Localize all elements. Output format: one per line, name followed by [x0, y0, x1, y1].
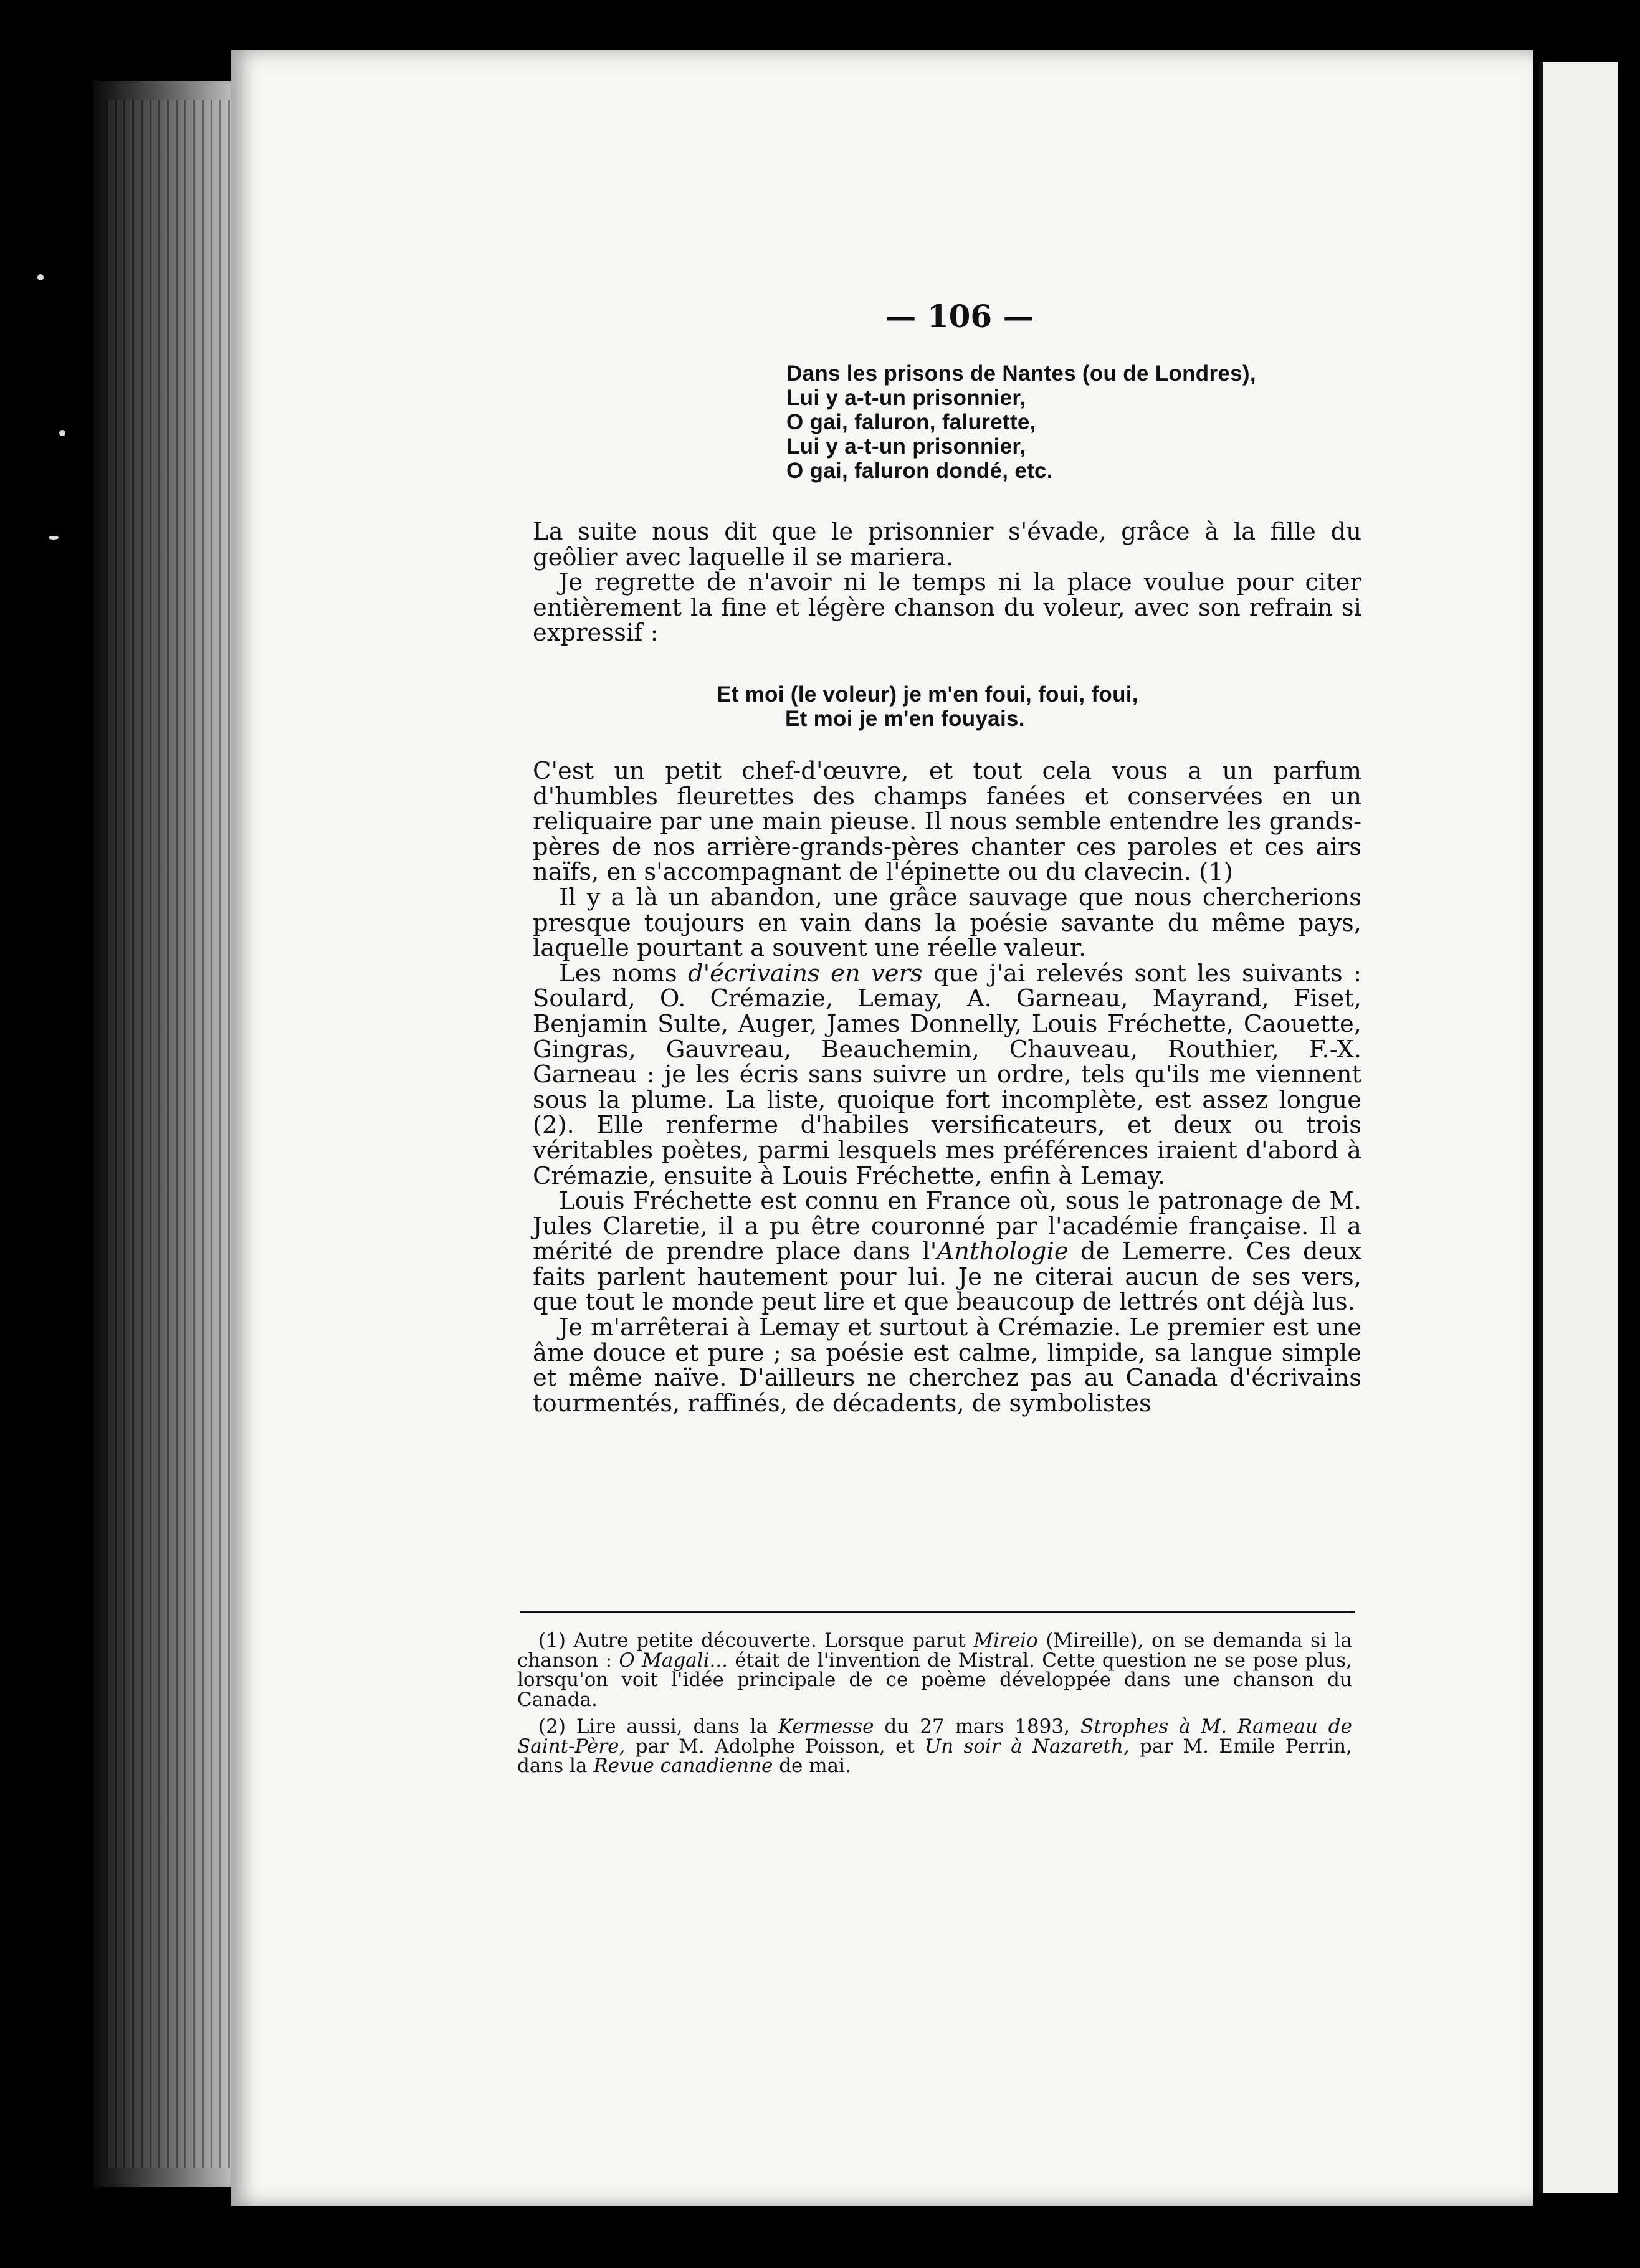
paragraph: Les noms d'écrivains en vers que j'ai relevés sont les suivants : Soulard, O. Crémazie, Lemay, A. Garneau, Mayrand, Fiset, Benjamin Sulte, Auger, James Donnelly, Louis Fréchette, Caouette, Gingras, Gauvreau, Beauchemin, Chauveau, Routhier, F.-X. Garneau : je les écris sans suivre un ordre, tels qu'ils me viennent sous la plume. La liste, quoique fort incomplète, est assez longue (2). Elle renferme d'habiles versificateurs, et deux ou trois véritables poètes, parmi lesquels mes préférences iraient d'abord à Crémazie, ensuite à Louis Fréchette, enfin à Lemay. — [533, 959, 1361, 1190]
song-line: Lui y a-t-un prisonnier, — [786, 434, 1026, 459]
paragraph: La suite nous dit que le prisonnier s'évade, grâce à la fille du geôlier avec laquelle il se mariera. — [533, 518, 1361, 571]
footnote-1: (1) Autre petite découverte. Lorsque parut Mireio (Mireille), on se demanda si la chanson : O Magali... était de l'invention de Mistral. Cette question ne se pose plus, lorsqu'on voit l'idée principale de ce poème développée dans une chanson du Canada. — [517, 1629, 1352, 1711]
song-line: Et moi (le voleur) je m'en foui, foui, foui, — [717, 682, 1138, 707]
italic-phrase: d'écrivains en vers — [687, 959, 923, 988]
paragraph: C'est un petit chef-d'œuvre, et tout cela vous a un parfum d'humbles fleurettes des champs fanées et conservées en un reliquaire par une main pieuse. Il nous semble entendre les grands-pères de nos arrière-grands-pères chanter ces paroles et ces airs naïfs, en s'accompagnant de l'épinette ou du clavecin. (1) — [533, 757, 1361, 887]
text-block-top — [533, 520, 1361, 646]
footnotes — [517, 1631, 1352, 1784]
paragraph: Je m'arrêterai à Lemay et surtout à Crémazie. Le premier est une âme douce et pure ; sa poésie est calme, limpide, sa langue simple et même naïve. D'ailleurs ne cherchez pas au Canada d'écrivains tourmentés, raffinés, de décadents, de symbolistes — [533, 1313, 1361, 1418]
song-excerpt-thief — [717, 682, 1277, 731]
song-excerpt-prisoner — [786, 361, 1335, 483]
paragraph: Louis Fréchette est connu en France où, sous le patronage de M. Jules Claretie, il a pu être couronné par l'académie française. Il a mérité de prendre place dans l'Anthologie de Lemerre. Ces deux faits parlent hautement pour lui. Je ne citerai aucun de ses vers, que tout le monde peut lire et que beaucoup de lettrés ont déjà lus. — [533, 1187, 1361, 1317]
binding-texture — [106, 100, 231, 2168]
song-line: Dans les prisons de Nantes (ou de Londres), — [786, 361, 1256, 386]
song-line: O gai, faluron dondé, etc. — [786, 459, 1053, 483]
scan-speck — [37, 274, 44, 280]
facing-page-edge — [1539, 62, 1618, 2193]
song-line: Et moi je m'en fouyais. — [785, 707, 1025, 731]
italic-title: Anthologie — [937, 1237, 1069, 1266]
paragraph: Il y a là un abandon, une grâce sauvage que nous chercherions presque toujours en vain dans la poésie savante du même pays, laquelle pourtant a souvent une réelle valeur. — [533, 883, 1361, 963]
paragraph: Je regrette de n'avoir ni le temps ni la place voulue pour citer entièrement la fine et légère chanson du voleur, avec son refrain si expressif : — [533, 568, 1361, 647]
song-line: O gai, faluron, falurette, — [786, 410, 1036, 434]
scan-speck — [59, 430, 65, 436]
text-block-main — [533, 759, 1361, 1416]
footnote-divider — [520, 1611, 1355, 1613]
scan-speck — [49, 536, 59, 540]
footnote-2: (2) Lire aussi, dans la Kermesse du 27 mars 1893, Strophes à M. Rameau de Saint-Père, par M. Adolphe Poisson, et Un soir à Nazareth, par M. Emile Perrin, dans la Revue canadienne de mai. — [517, 1715, 1352, 1777]
song-line: Lui y a-t-un prisonnier, — [786, 386, 1026, 410]
page-number: — 106 — — [885, 298, 1034, 335]
